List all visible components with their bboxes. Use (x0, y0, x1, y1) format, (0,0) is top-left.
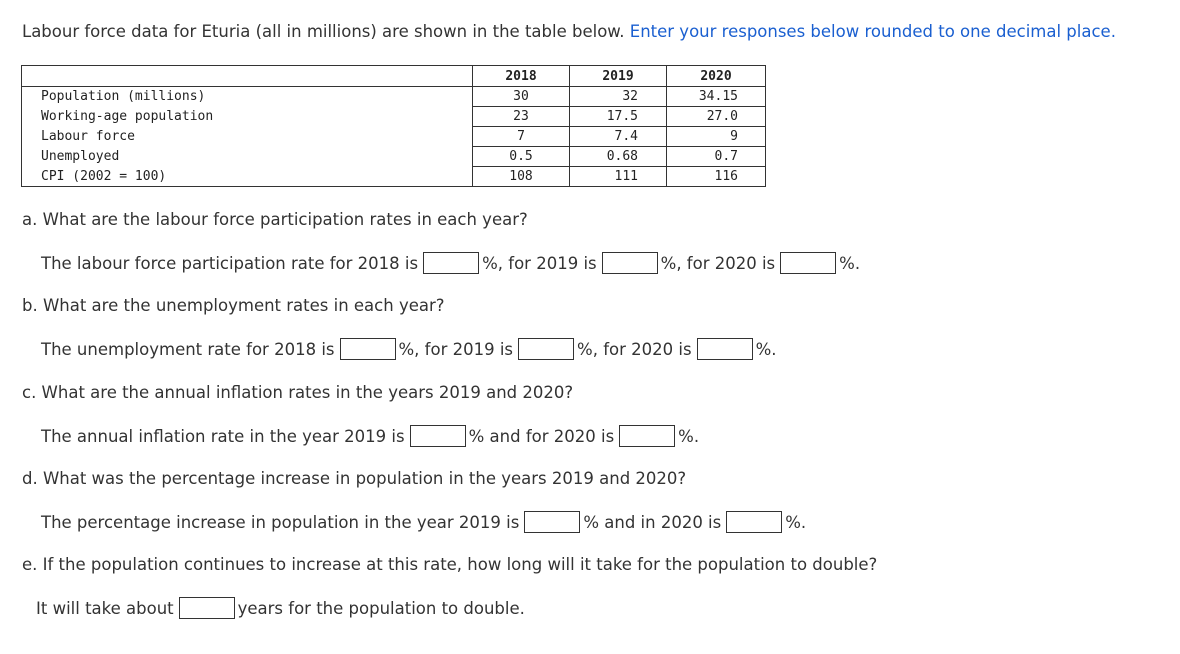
answer-a-mid2: %, for 2020 is (660, 253, 776, 273)
doubling-years-input[interactable] (179, 597, 235, 619)
cell-2019: 7.4 (570, 127, 667, 147)
answer-d-mid1: % and in 2020 is (583, 512, 722, 532)
lfpr-2020-input[interactable] (780, 252, 836, 274)
row-label: Working-age population (22, 107, 473, 127)
answer-d-suffix: %. (785, 512, 807, 532)
table-row (22, 147, 766, 167)
row-label: Population (millions) (22, 87, 473, 107)
inflation-2020-input[interactable] (619, 425, 675, 447)
row-label: Labour force (22, 127, 473, 147)
answer-d-prefix: The percentage increase in population in the year 2019 is (41, 512, 520, 532)
table-row (22, 127, 766, 147)
population-increase-2019-input[interactable] (524, 511, 580, 533)
cell-2018: 108 (473, 167, 570, 187)
answer-e-suffix: years for the population to double. (237, 598, 525, 618)
table-header-2019: 2019 (570, 66, 667, 87)
instructions-highlight: Enter your responses below rounded to one decimal place. (629, 22, 1116, 41)
cell-2019: 0.68 (570, 147, 667, 167)
table-header-2020: 2020 (667, 66, 766, 87)
answer-e-prefix: It will take about (36, 598, 174, 618)
table-row (22, 167, 766, 187)
population-increase-2020-input[interactable] (726, 511, 782, 533)
answer-c-prefix: The annual inflation rate in the year 2019 is (41, 426, 405, 446)
answer-a-suffix: %. (839, 253, 861, 273)
lfpr-2018-input[interactable] (423, 252, 479, 274)
cell-2019: 17.5 (570, 107, 667, 127)
question-b: b. What are the unemployment rates in each year? (22, 296, 445, 315)
question-e: e. If the population continues to increase at this rate, how long will it take for the population to double? (22, 555, 878, 574)
row-label: CPI (2002 = 100) (22, 167, 473, 187)
unemployment-2020-input[interactable] (697, 338, 753, 360)
lfpr-2019-input[interactable] (602, 252, 658, 274)
answer-line-b (41, 338, 777, 360)
answer-b-prefix: The unemployment rate for 2018 is (41, 339, 335, 359)
answer-c-suffix: %. (678, 426, 700, 446)
question-a: a. What are the labour force participation rates in each year? (22, 210, 528, 229)
cell-2018: 7 (473, 127, 570, 147)
cell-2018: 0.5 (473, 147, 570, 167)
answer-line-d (41, 511, 806, 533)
answer-a-prefix: The labour force participation rate for 2018 is (41, 253, 419, 273)
cell-2020: 0.7 (667, 147, 766, 167)
cell-2020: 34.15 (667, 87, 766, 107)
cell-2019: 111 (570, 167, 667, 187)
answer-line-c (41, 425, 699, 447)
cell-2020: 27.0 (667, 107, 766, 127)
instructions (22, 22, 1116, 41)
row-label: Unemployed (22, 147, 473, 167)
answer-b-mid1: %, for 2019 is (398, 339, 514, 359)
table-row (22, 87, 766, 107)
answer-b-suffix: %. (755, 339, 777, 359)
cell-2018: 23 (473, 107, 570, 127)
table-header-row (22, 66, 766, 87)
answer-line-a (41, 252, 860, 274)
cell-2020: 9 (667, 127, 766, 147)
answer-a-mid1: %, for 2019 is (482, 253, 597, 273)
cell-2019: 32 (570, 87, 667, 107)
answer-b-mid2: %, for 2020 is (577, 339, 692, 359)
unemployment-2018-input[interactable] (340, 338, 396, 360)
question-d: d. What was the percentage increase in population in the years 2019 and 2020? (22, 469, 687, 488)
answer-c-mid1: % and for 2020 is (468, 426, 615, 446)
labour-force-table (21, 65, 766, 187)
instructions-text: Labour force data for Eturia (all in millions) are shown in the table below. (22, 22, 630, 41)
table-header-blank (22, 66, 473, 87)
table-row (22, 107, 766, 127)
cell-2020: 116 (667, 167, 766, 187)
inflation-2019-input[interactable] (410, 425, 466, 447)
cell-2018: 30 (473, 87, 570, 107)
table-header-2018: 2018 (473, 66, 570, 87)
answer-line-e (36, 597, 525, 619)
question-c: c. What are the annual inflation rates in the years 2019 and 2020? (22, 383, 574, 402)
unemployment-2019-input[interactable] (518, 338, 574, 360)
